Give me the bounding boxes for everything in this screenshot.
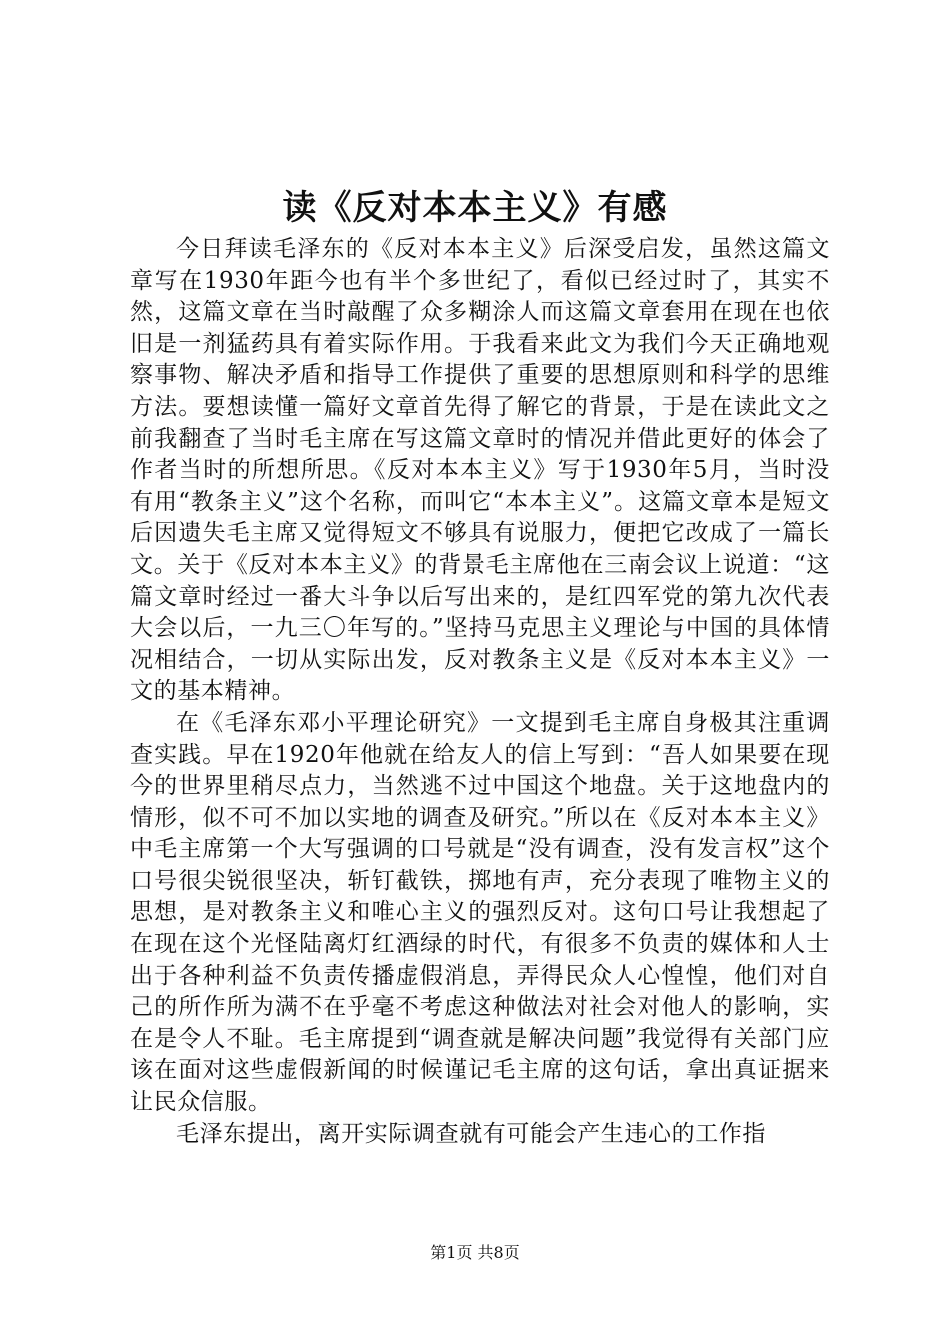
paragraph-2: 在《毛泽东邓小平理论研究》一文提到毛主席自身极其注重调查实践。早在1920年他就在给友人的信上写到：“吾人如果要在现今的世界里稍尽点力，当然逃不过中国这个地盘。关于这地盘内的情形，似不可不加以实地的调查及研究。”所以在《反对本本主义》中毛主席第一个大写强调的口号就是“没有调查，没有发言权”这个口号很尖锐很坚决，斩钉截铁，掷地有声，充分表现了唯物主义的思想，是对教条主义和唯心主义的强烈反对。这句口号让我想起了在现在这个光怪陆离灯红酒绿的时代，有很多不负责的媒体和人士出于各种利益不负责传播虚假消息，弄得民众人心惶惶，他们对自己的所作所为满不在乎毫不考虑这种做法对社会对他人的影响，实在是令人不耻。毛主席提到“调查就是解决问题”我觉得有关部门应该在面对这些虚假新闻的时候谨记毛主席的这句话，拿出真证据来让民众信服。 (130, 709, 830, 1116)
document-body (130, 234, 830, 1150)
paragraph-1: 今日拜读毛泽东的《反对本本主义》后深受启发，虽然这篇文章写在1930年距今也有半个多世纪了，看似已经过时了，其实不然，这篇文章在当时敲醒了众多糊涂人而这篇文章套用在现在也依旧是一剂猛药具有着实际作用。于我看来此文为我们今天正确地观察事物、解决矛盾和指导工作提供了重要的思想原则和科学的思维方法。要想读懂一篇好文章首先得了解它的背景，于是在读此文之前我翻查了当时毛主席在写这篇文章时的情况并借此更好的体会了作者当时的所想所思。《反对本本主义》写于1930年5月，当时没有用“教条主义”这个名称，而叫它“本本主义”。这篇文章本是短文后因遗失毛主席又觉得短文不够具有说服力，便把它改成了一篇长文。关于《反对本本主义》的背景毛主席他在三南会议上说道：“这篇文章时经过一番大斗争以后写出来的，是红四军党的第九次代表大会以后，一九三〇年写的。”坚持马克思主义理论与中国的具体情况相结合，一切从实际出发，反对教条主义是《反对本本主义》一文的基本精神。 (130, 236, 830, 705)
paragraph-3: 毛泽东提出，离开实际调查就有可能会产生违心的工作指 (176, 1120, 766, 1147)
page-number-footer: 第1页 共8页 (430, 1243, 520, 1262)
document-title: 读《反对本本主义》有感 (282, 188, 668, 228)
